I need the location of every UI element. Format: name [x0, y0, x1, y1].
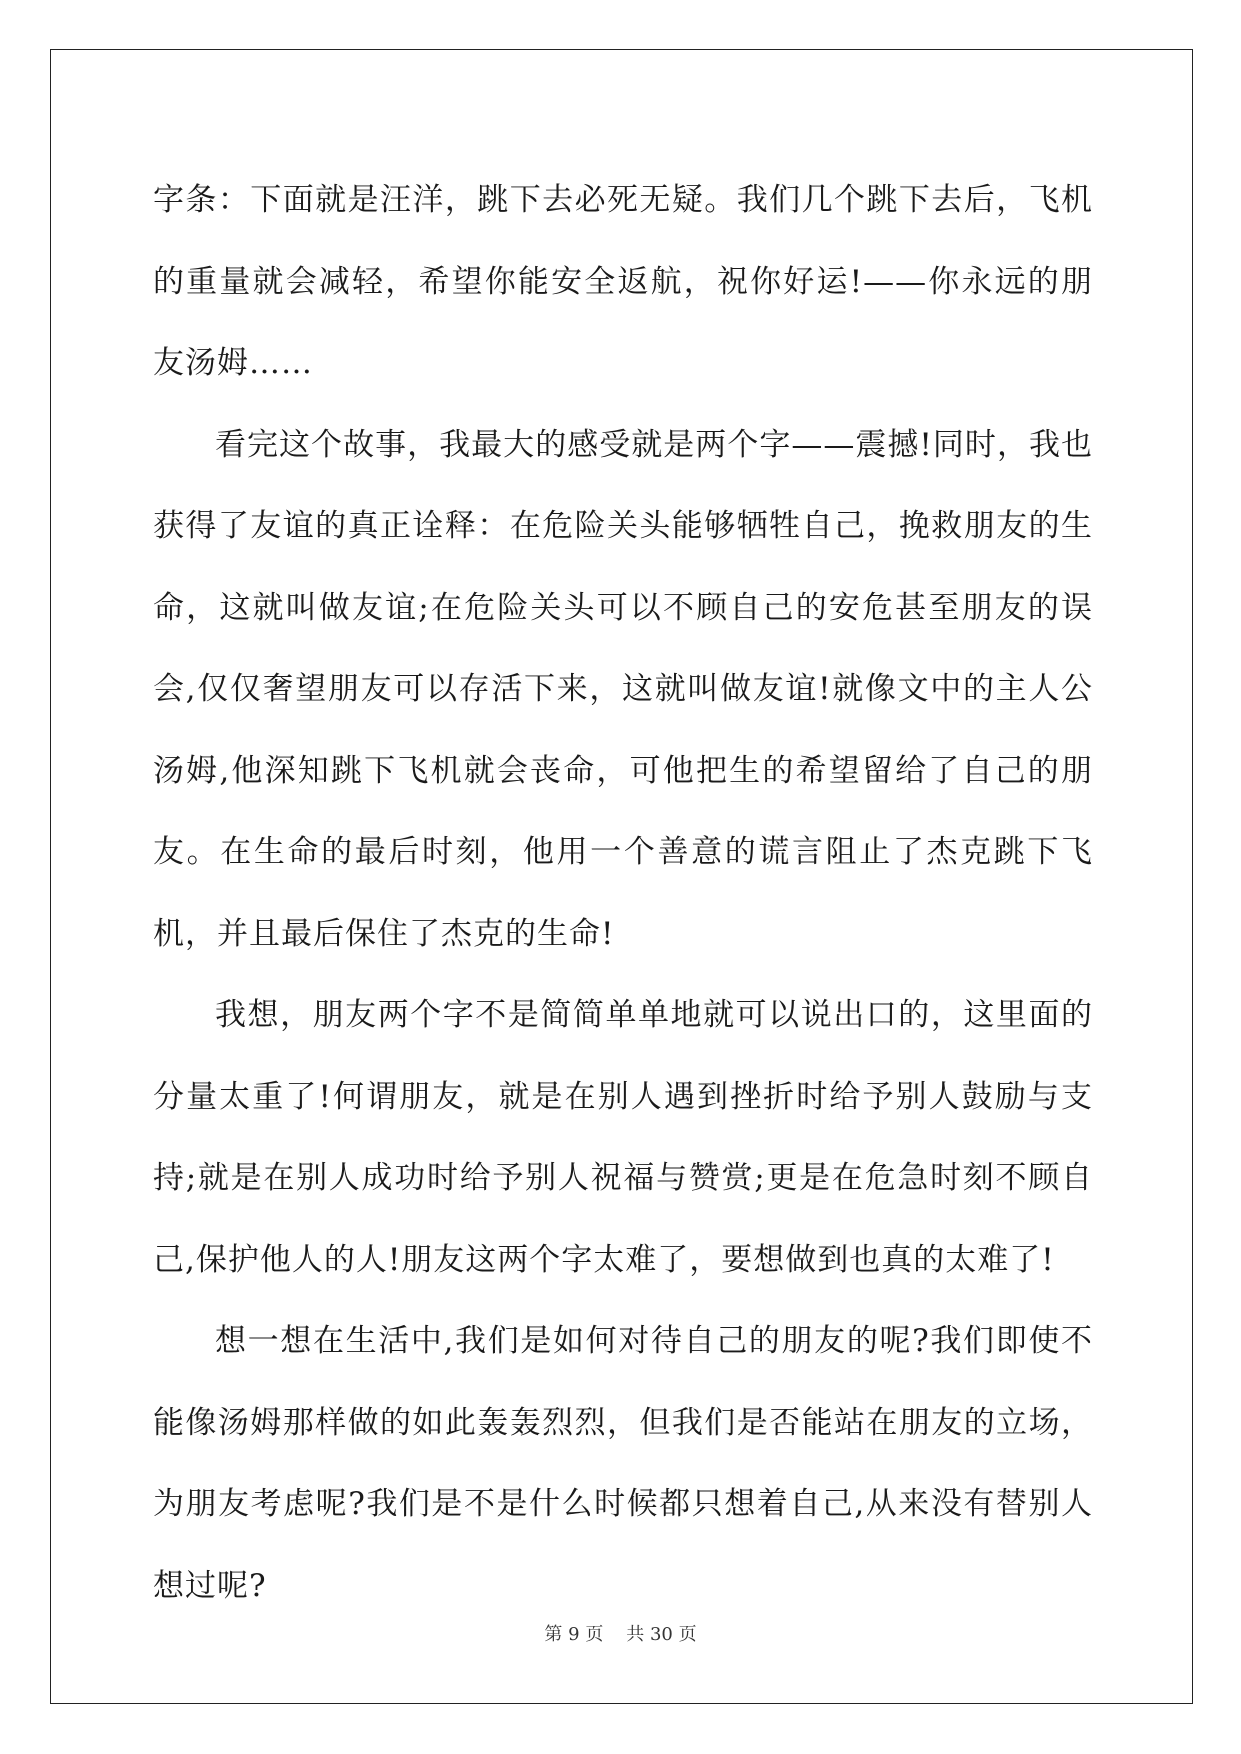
- paragraph: 想一想在生活中,我们是如何对待自己的朋友的呢?我们即使不能像汤姆那样做的如此轰轰烈烈，但我们是否能站在朋友的立场，为朋友考虑呢?我们是不是什么时候都只想着自己,从来没有替别人想过呢?: [153, 1323, 1093, 1604]
- total-pages: 共 30 页: [626, 1624, 697, 1645]
- paragraph: 字条：下面就是汪洋，跳下去必死无疑。我们几个跳下去后，飞机的重量就会减轻，希望你能安全返航，祝你好运!——你永远的朋友汤姆……: [153, 182, 1093, 381]
- paragraph: 看完这个故事，我最大的感受就是两个字——震撼!同时，我也获得了友谊的真正诠释：在危险关头能够牺牲自己，挽救朋友的生命，这就叫做友谊;在危险关头可以不顾自己的安危甚至朋友的误会,仅仅奢望朋友可以存活下来，这就叫做友谊!就像文中的主人公汤姆,他深知跳下飞机就会丧命，可他把生的希望留给了自己的朋友。在生命的最后时刻，他用一个善意的谎言阻止了杰克跳下飞机，并且最后保住了杰克的生命!: [153, 426, 1093, 952]
- page-number: 第 9 页: [544, 1624, 604, 1645]
- paragraph: 我想，朋友两个字不是简简单单地就可以说出口的，这里面的分量太重了!何谓朋友，就是在别人遇到挫折时给予别人鼓励与支持;就是在别人成功时给予别人祝福与赞赏;更是在危急时刻不顾自己,保护他人的人!朋友这两个字太难了，要想做到也真的太难了!: [153, 997, 1093, 1278]
- page-footer: [0, 1620, 1241, 1646]
- document-body: [153, 160, 1093, 1627]
